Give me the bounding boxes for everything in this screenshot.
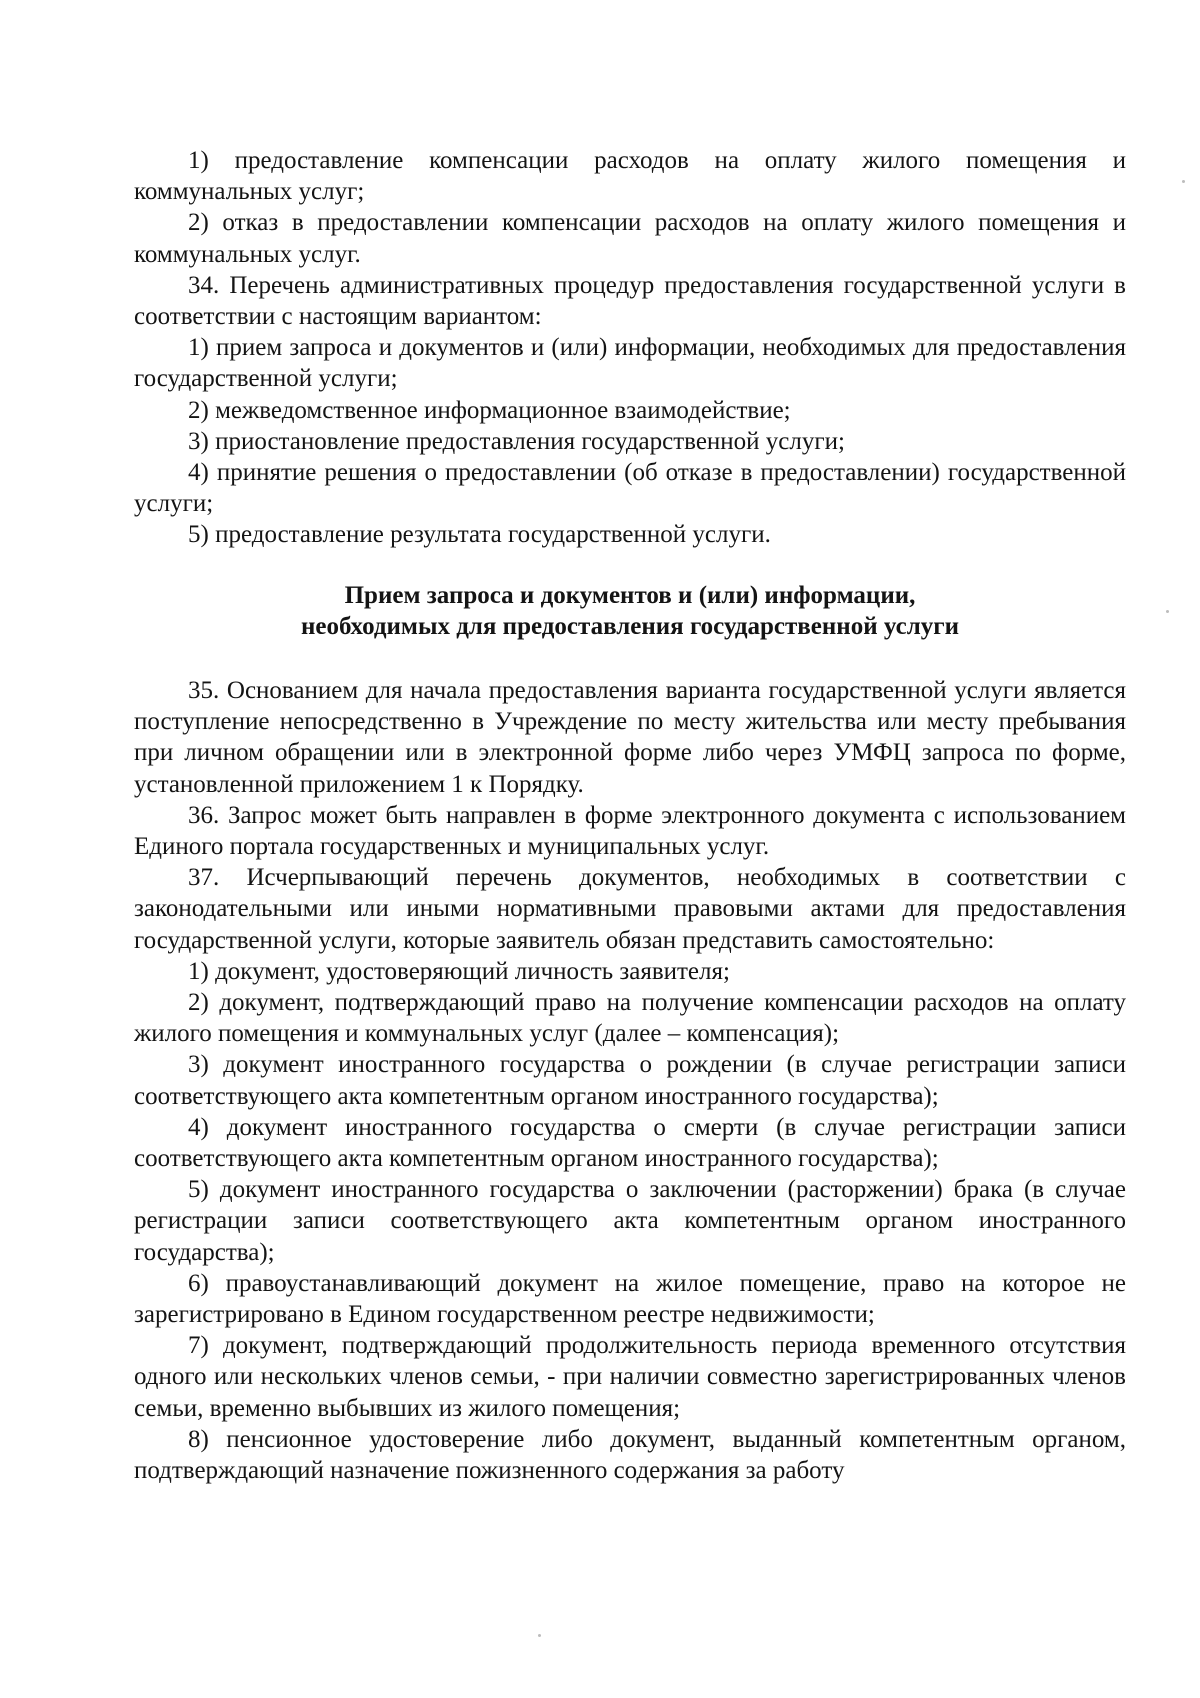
paragraph-item-1-result: 1) предоставление компенсации расходов на оплату жилого помещения и коммунальных услуг;: [134, 147, 1126, 206]
section-heading-line-1: Прием запроса и документов и (или) информации,: [344, 582, 916, 609]
paragraph-procedure-2: 2) межведомственное информационное взаимодействие;: [188, 396, 791, 424]
paragraph-document-1: 1) документ, удостоверяющий личность заявителя;: [188, 957, 730, 985]
paragraph-document-6: 6) правоустанавливающий документ на жилое помещение, право на которое не зарегистрировано в Едином государственном реестре недвижимости;: [134, 1269, 1126, 1329]
paragraph-34: 34. Перечень административных процедур предоставления государственной услуги в соответствии с настоящим вариантом:: [134, 271, 1126, 331]
scan-speck: [1166, 610, 1169, 613]
paragraph-35: 35. Основанием для начала предоставления варианта государственной услуги является поступление непосредственно в Учреждение по месту жительства или месту пребывания при личном обращении или в электронной форме либо через УМФЦ запроса по форме, установленной приложением 1 к Порядку.: [134, 677, 1126, 798]
paragraph-procedure-1: 1) прием запроса и документов и (или) информации, необходимых для предоставления государственной услуги;: [134, 334, 1126, 393]
paragraph-document-2: 2) документ, подтверждающий право на получение компенсации расходов на оплату жилого помещения и коммунальных услуг (далее – компенсация);: [134, 989, 1126, 1048]
paragraph-procedure-3: 3) приостановление предоставления государственной услуги;: [188, 427, 845, 455]
scan-speck: [538, 1634, 541, 1637]
section-heading-line-2: необходимых для предоставления государственной услуги: [301, 613, 959, 640]
paragraph-37: 37. Исчерпывающий перечень документов, необходимых в соответствии с законодательными или иными нормативными правовыми актами для предоставления государственной услуги, которые заявитель обязан представить самостоятельно:: [134, 864, 1126, 954]
paragraph-document-4: 4) документ иностранного государства о смерти (в случае регистрации записи соответствующего акта компетентным органом иностранного государства);: [134, 1113, 1126, 1173]
paragraph-36: 36. Запрос может быть направлен в форме электронного документа с использованием Единого портала государственных и муниципальных услуг.: [134, 801, 1126, 861]
paragraph-item-2-refusal: 2) отказ в предоставлении компенсации расходов на оплату жилого помещения и коммунальных услуг.: [134, 209, 1126, 268]
section-heading: [134, 580, 1126, 642]
paragraph-procedure-5: 5) предоставление результата государственной услуги.: [188, 521, 771, 549]
bottom-text-block: [134, 675, 1126, 1486]
top-text-block: [134, 145, 1126, 551]
scan-speck: [1182, 180, 1185, 183]
paragraph-document-3: 3) документ иностранного государства о рождении (в случае регистрации записи соответствующего акта компетентным органом иностранного государства);: [134, 1051, 1126, 1110]
paragraph-document-8: 8) пенсионное удостоверение либо документ, выданный компетентным органом, подтверждающий назначение пожизненного содержания за работу: [134, 1425, 1126, 1485]
paragraph-document-7: 7) документ, подтверждающий продолжительность периода временного отсутствия одного или нескольких членов семьи, - при наличии совместно зарегистрированных членов семьи, временно выбывших из жилого помещения;: [134, 1332, 1126, 1422]
paragraph-procedure-4: 4) принятие решения о предоставлении (об отказе в предоставлении) государственной услуги;: [134, 459, 1126, 518]
paragraph-document-5: 5) документ иностранного государства о заключении (расторжении) брака (в случае регистрации записи соответствующего акта компетентным органом иностранного государства);: [134, 1176, 1126, 1266]
